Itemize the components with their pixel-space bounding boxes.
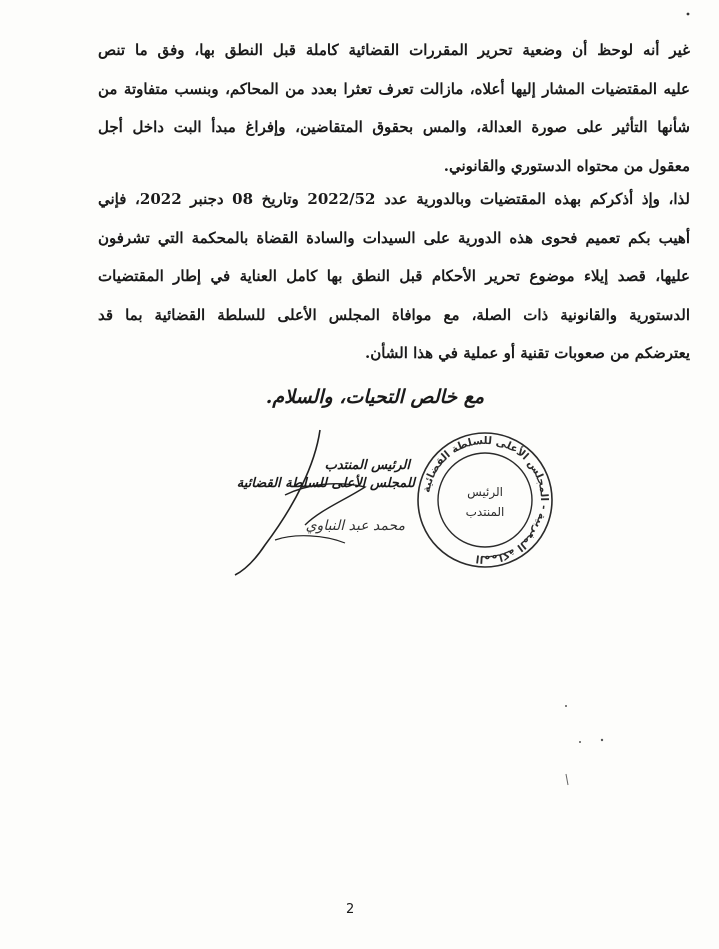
signatory-name: محمد عبد النباوي — [305, 518, 405, 534]
paragraph-2-line-4: الدستورية والقانونية ذات الصلة، مع موافاة المجلس الأعلى للسلطة القضائية بما قد — [98, 305, 690, 324]
signatory-title: الرئيس المنتدب — [324, 458, 410, 473]
paragraph-2-line-1: لذا، وإذ أذكركم بهذه المقتضيات وبالدورية عدد 2022/52 وتاريخ 08 دجنبر 2022، فإني — [98, 190, 690, 208]
signatory-organization: للمجلس الأعلى للسلطة القضائية — [236, 476, 415, 491]
paragraph-1-line-2: عليه المقتضيات المشار إليها أعلاه، مازالت تعرف تعثرا بعدد من المحاكم، وبنسب متفاوتة من — [98, 79, 690, 98]
closing-salutation: مع خالص التحيات، والسلام. — [265, 386, 484, 408]
seal-inner-line-2: المنتدب — [465, 505, 505, 519]
paragraph-2-line-3: عليها، قصد إيلاء موضوع تحرير الأحكام قبل النطق بها كامل العناية في إطار المقتضيات — [98, 267, 690, 285]
paragraph-2-line-5: يعترضكم من صعوبات تقنية أو عملية في هذا الشأن. — [364, 344, 690, 362]
seal-outer-text: المملكة المغربية - المجلس الأعلى للسلطة القضائية — [420, 434, 551, 566]
paragraph-1-line-1: غير أنه لوحظ أن وضعية تحرير المقررات القضائية كاملة قبل النطق بها، وفق ما تنص — [98, 41, 690, 59]
paragraph-2-line-2: أهيب بكم تعميم فحوى هذه الدورية على السيدات والسادة القضاة بالمحكمة التي تشرفون — [98, 228, 690, 247]
paragraph-1-line-4: معقول من محتواه الدستوري والقانوني. — [443, 156, 690, 175]
seal-inner-line-1: الرئيس — [467, 485, 503, 499]
page-number: 2 — [346, 902, 355, 917]
paragraph-1-line-3: شأنها التأثير على صورة العدالة، والمس بحقوق المتقاضين، وإفراغ مبدأ البت داخل أجل — [98, 118, 690, 136]
